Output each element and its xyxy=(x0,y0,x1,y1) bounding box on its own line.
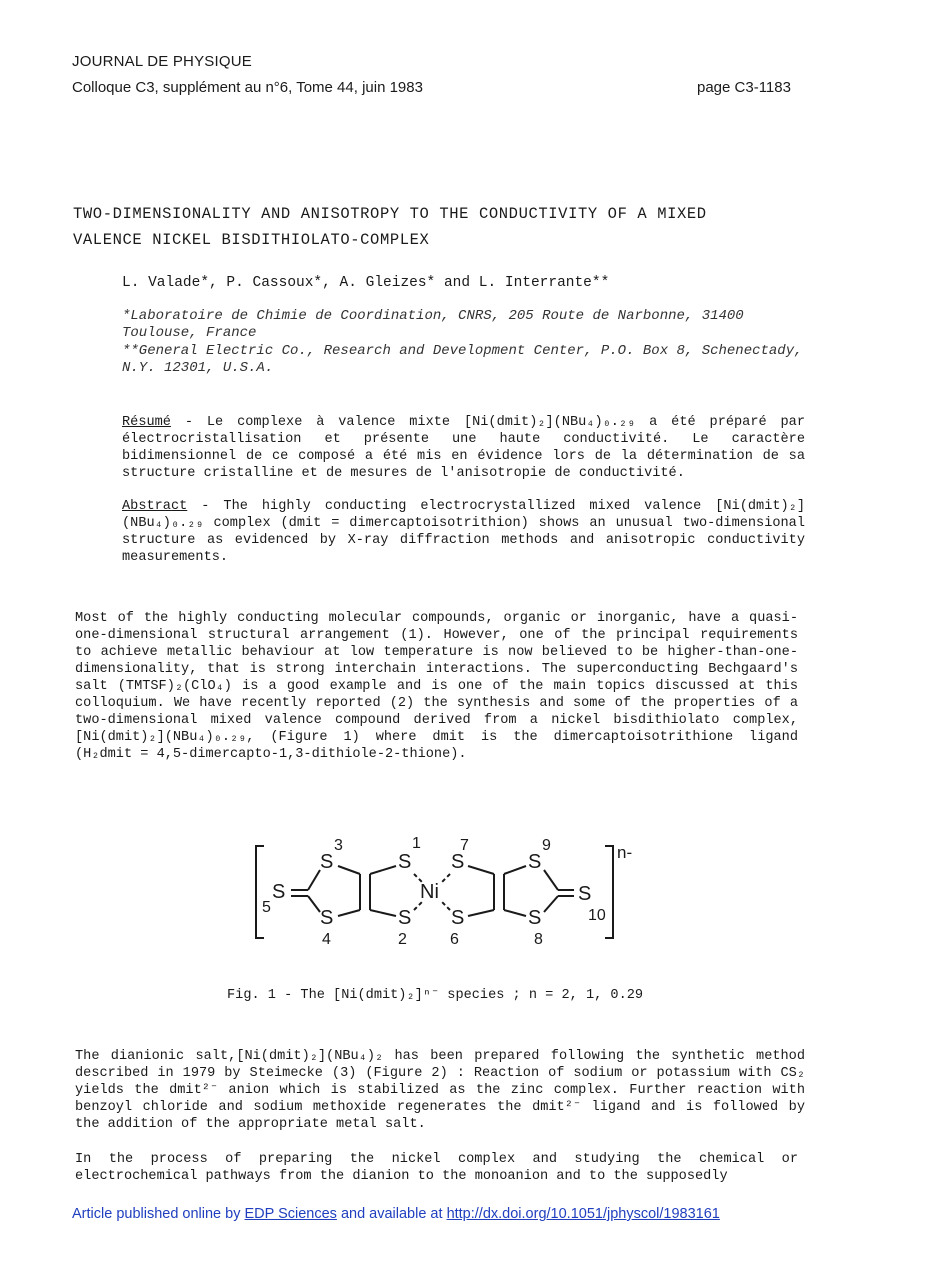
resume-text: - Le complexe à valence mixte [Ni(dmit)₂](NBu₄)₀.₂₉ a été préparé par électrocristallisation et présente une haute conductivité. Le caractère bidimensionnel de ce composé a été mis en évidence lors de la détermination de sa structure cristalline et de mesures de l'anisotropie de conductivité. xyxy=(122,415,805,481)
publication-footer xyxy=(72,1206,720,1222)
position-4: 4 xyxy=(322,931,331,948)
synthesis-paragraph: The dianionic salt,[Ni(dmit)₂](NBu₄)₂ has been prepared following the synthetic method described in 1979 by Steimecke (3) (Figure 2) : Reaction of sodium or potassium with CS₂ yields the dmit²⁻ anion which is stabilized as the zinc complex. Further reaction with benzoyl chloride and sodium methoxide regenerates the dmit²⁻ ligand and is followed by the addition of the appropriate metal salt. xyxy=(75,1049,805,1132)
position-7: 7 xyxy=(460,837,469,854)
author-list: L. Valade*, P. Cassoux*, A. Gleizes* and L. Interrante** xyxy=(122,275,610,291)
atom-s10: S xyxy=(578,883,592,905)
figure-caption: Fig. 1 - The [Ni(dmit)₂]ⁿ⁻ species ; n = 2, 1, 0.29 xyxy=(227,988,644,1003)
publisher-link[interactable]: EDP Sciences xyxy=(244,1206,337,1222)
intro-paragraph: Most of the highly conducting molecular compounds, organic or inorganic, have a quasi-one-dimensional structural arrangement (1). However, one of the principal requirements to achieve metallic behaviour at low temperature is now believed to be higher-than-one-dimensionality, that is strong interchain interactions. The superconducting Bechgaard's salt (TMTSF)₂(ClO₄) is a good example and is one of the main topics discussed at this colloquium. We have recently reported (2) the synthesis and some of the properties of a two-dimensional mixed valence compound derived from a nickel bisdithiolato complex, [Ni(dmit)₂](NBu₄)₀.₂₉, (Figure 1) where dmit is the dimercaptoisotrithione ligand (H₂dmit = 4,5-dimercapto-1,3-dithiole-2-thione). xyxy=(75,611,798,762)
atom-s6: S xyxy=(451,907,465,929)
atom-s8: S xyxy=(528,907,542,929)
ni-dmit-structure-figure xyxy=(248,830,648,950)
atom-s7: S xyxy=(451,851,465,873)
position-2: 2 xyxy=(398,931,407,948)
position-6: 6 xyxy=(450,931,459,948)
doi-link[interactable]: http://dx.doi.org/10.1051/jphyscol/1983161 xyxy=(446,1206,720,1222)
footer-middle: and available at xyxy=(336,1206,447,1222)
position-9: 9 xyxy=(542,837,551,854)
position-8: 8 xyxy=(534,931,543,948)
resume-paragraph xyxy=(122,414,805,482)
position-10: 10 xyxy=(588,907,606,924)
title-line-1: TWO-DIMENSIONALITY AND ANISOTROPY TO THE CONDUCTIVITY OF A MIXED xyxy=(73,205,707,223)
atom-s1: S xyxy=(398,851,412,873)
position-1: 1 xyxy=(412,835,421,852)
position-5: 5 xyxy=(262,899,271,916)
page-reference: page C3-1183 xyxy=(697,79,791,96)
abstract-paragraph xyxy=(122,498,805,566)
atom-s5: S xyxy=(272,881,286,903)
abstract-text: - The highly conducting electrocrystallized mixed valence [Ni(dmit)₂](NBu₄)₀.₂₉ complex (dmit = dimercaptoisotrithion) shows an unusual two-dimensional structure as evidenced by X-ray diffraction methods and anisotropic conductivity measurements. xyxy=(122,499,805,565)
affiliation-1: *Laboratoire de Chimie de Coordination, CNRS, 205 Route de Narbonne, 31400 Toulouse, France xyxy=(122,308,744,341)
atom-s2: S xyxy=(398,907,412,929)
journal-name: JOURNAL DE PHYSIQUE xyxy=(72,53,252,70)
charge-label: n- xyxy=(617,843,633,862)
process-paragraph: In the process of preparing the nickel complex and studying the chemical or electrochemical pathways from the dianion to the monoanion and to the supposedly xyxy=(75,1152,798,1184)
paper-title xyxy=(73,201,833,253)
footer-prefix: Article published online by xyxy=(72,1206,245,1222)
abstract-label: Abstract xyxy=(122,499,188,514)
atom-s3: S xyxy=(320,851,334,873)
resume-label: Résumé xyxy=(122,415,171,430)
atom-ni: Ni xyxy=(420,881,439,903)
colloque-info: Colloque C3, supplément au n°6, Tome 44, juin 1983 xyxy=(72,79,423,96)
atom-s4: S xyxy=(320,907,334,929)
atom-s9: S xyxy=(528,851,542,873)
affiliation-2: **General Electric Co., Research and Development Center, P.O. Box 8, Schenectady, N.Y. 12301, U.S.A. xyxy=(122,343,803,376)
position-3: 3 xyxy=(334,837,343,854)
title-line-2: VALENCE NICKEL BISDITHIOLATO-COMPLEX xyxy=(73,231,430,249)
